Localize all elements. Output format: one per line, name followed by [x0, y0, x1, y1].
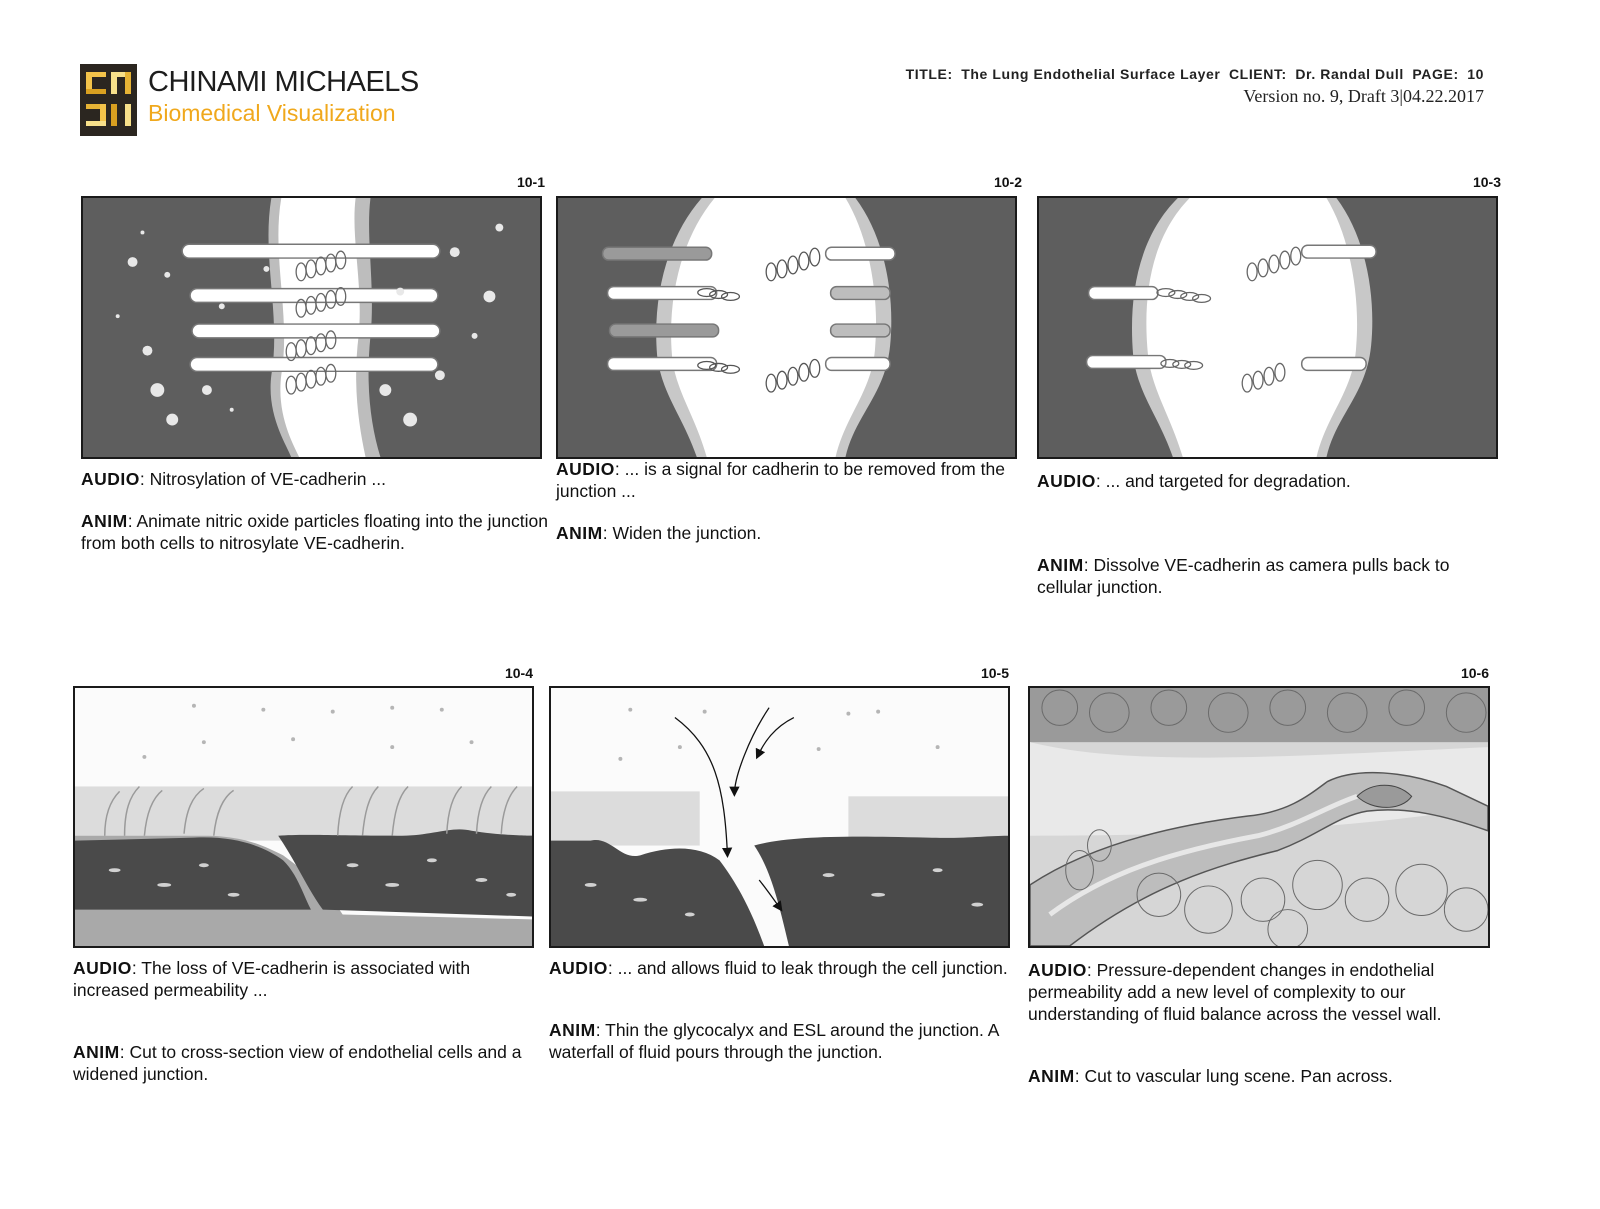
company-subtitle: Biomedical Visualization: [148, 100, 396, 126]
panel-text: [73, 957, 543, 1085]
company-logo: [80, 64, 137, 136]
panel-id: 10-6: [1460, 665, 1489, 681]
storyboard-frame: [81, 196, 542, 459]
company-name: CHINAMI MICHAELS: [148, 66, 419, 98]
panel-id: 10-1: [516, 174, 545, 190]
page-label: PAGE:: [1412, 66, 1459, 82]
panel-id: 10-2: [993, 174, 1022, 190]
audio-label: AUDIO: [549, 958, 608, 978]
anim-label: ANIM: [556, 523, 603, 543]
audio-text: : Pressure-dependent changes in endothelial permeability add a new level of complexity to our understanding of fluid balance across the vessel wall.: [1028, 960, 1442, 1024]
audio-label: AUDIO: [73, 958, 132, 978]
frame-illustration-cross-section: [75, 688, 532, 946]
panel-text: [1028, 959, 1498, 1087]
page-number: 10: [1467, 66, 1484, 82]
panel-id: 10-3: [1472, 174, 1501, 190]
panel-text: [556, 458, 1026, 544]
anim-label: ANIM: [1028, 1066, 1075, 1086]
frame-illustration-degradation: [1039, 198, 1496, 457]
storyboard-frame: [1037, 196, 1498, 459]
anim-text: : Dissolve VE-cadherin as camera pulls back to cellular junction.: [1037, 555, 1450, 597]
title-line: [902, 66, 1484, 82]
frame-illustration-fluid-leak: [551, 688, 1008, 946]
anim-text: : Thin the glycocalyx and ESL around the junction. A waterfall of fluid pours through the junction.: [549, 1020, 999, 1062]
title-label: TITLE:: [905, 66, 953, 82]
audio-text: : ... and allows fluid to leak through the cell junction.: [607, 958, 1008, 978]
panel-text: [81, 468, 551, 554]
audio-text: : The loss of VE-cadherin is associated with increased permeability ...: [73, 958, 471, 1000]
anim-text: : Cut to vascular lung scene. Pan across.: [1074, 1066, 1393, 1086]
audio-label: AUDIO: [81, 469, 140, 489]
anim-label: ANIM: [1037, 555, 1084, 575]
anim-label: ANIM: [73, 1042, 120, 1062]
anim-text: : Animate nitric oxide particles floating into the junction from both cells to nitrosylate VE-cadherin.: [81, 511, 548, 553]
storyboard-frame: [73, 686, 534, 948]
audio-text: : ... is a signal for cadherin to be removed from the junction ...: [556, 459, 1005, 501]
frame-illustration-vascular-lung: [1030, 688, 1488, 946]
panel-id: 10-4: [504, 665, 533, 681]
audio-text: : ... and targeted for degradation.: [1095, 471, 1351, 491]
panel-text: [1037, 470, 1507, 598]
frame-illustration-widening: [558, 198, 1015, 457]
anim-text: : Cut to cross-section view of endothelial cells and a widened junction.: [73, 1042, 522, 1084]
audio-text: : Nitrosylation of VE-cadherin ...: [139, 469, 386, 489]
version-info: Version no. 9, Draft 3|04.22.2017: [1243, 86, 1484, 106]
storyboard-frame: [556, 196, 1017, 459]
audio-label: AUDIO: [1037, 471, 1096, 491]
anim-label: ANIM: [549, 1020, 596, 1040]
anim-text: : Widen the junction.: [602, 523, 762, 543]
client-value: Dr. Randal Dull: [1295, 66, 1404, 82]
audio-label: AUDIO: [1028, 960, 1087, 980]
anim-label: ANIM: [81, 511, 128, 531]
audio-label: AUDIO: [556, 459, 615, 479]
title-value: The Lung Endothelial Surface Layer: [961, 66, 1221, 82]
client-label: CLIENT:: [1228, 66, 1287, 82]
panel-id: 10-5: [980, 665, 1009, 681]
frame-illustration-nitrosylation: [83, 198, 540, 457]
storyboard-frame: [1028, 686, 1490, 948]
storyboard-frame: [549, 686, 1010, 948]
panel-text: [549, 957, 1019, 1063]
